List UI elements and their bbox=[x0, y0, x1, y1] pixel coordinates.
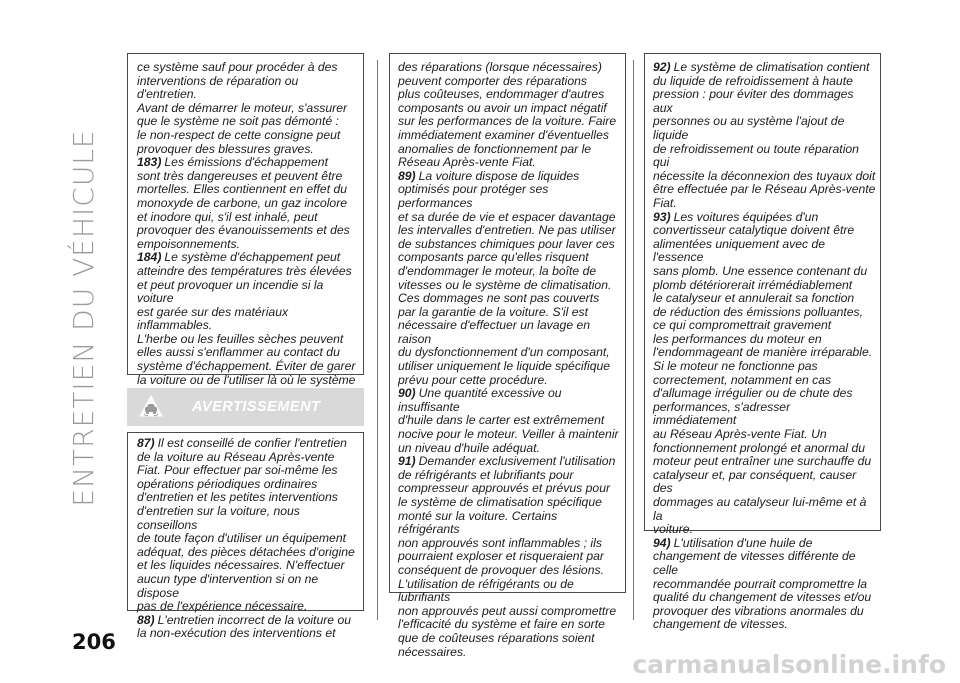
text-line: et sa durée de vie et espacer davantage bbox=[398, 209, 616, 224]
text-line: ce système sauf pour procéder à des bbox=[137, 60, 338, 74]
note-number: 91) bbox=[398, 454, 416, 469]
column-divider bbox=[377, 60, 378, 620]
text-line: sans plomb. Une essence contenant du bbox=[653, 263, 868, 278]
note-92 bbox=[653, 61, 876, 211]
warning-header bbox=[127, 388, 364, 426]
note-number: 93) bbox=[653, 209, 671, 224]
text-line: et inodore qui, s'il est inhalé, peut bbox=[137, 209, 318, 224]
text-line: Demander exclusivement l'utilisation bbox=[418, 454, 616, 469]
warning-text bbox=[137, 437, 359, 641]
text-line: nécessaires. bbox=[398, 644, 467, 659]
text-line: utiliser uniquement le liquide spécifique bbox=[398, 359, 611, 374]
text-line: de substances chimiques pour laver ces bbox=[398, 236, 615, 251]
text-line: interventions de réparation ou d'entretien. bbox=[137, 73, 299, 102]
text-line: dommages au catalyseur lui-même et à la bbox=[653, 495, 867, 523]
col1-top-text bbox=[137, 61, 359, 428]
text-line: L'utilisation d'une huile de bbox=[673, 535, 813, 550]
text-line: elles aussi s'enflammer au contact du bbox=[137, 345, 340, 360]
text-line: provoquer des vibrations anormales du bbox=[653, 603, 864, 618]
note-number: 94) bbox=[653, 535, 671, 550]
text-line: monté sur la voiture. Certains réfrigérants bbox=[398, 508, 558, 537]
text-line: changement de vitesses différente de celle bbox=[653, 549, 856, 577]
text-line: immédiatement examiner d'éventuelles bbox=[398, 127, 609, 142]
text-line: Une quantité excessive ou insuffisante bbox=[398, 386, 562, 414]
note-89 bbox=[398, 170, 621, 388]
text-line: du dysfonctionnement d'un composant, bbox=[398, 345, 610, 360]
text-line: L'utilisation de réfrigérants ou de lubrifiants bbox=[398, 576, 574, 605]
text-line: Il est conseillé de confier l'entretien bbox=[157, 436, 347, 450]
col2-text bbox=[398, 61, 621, 659]
text-line: et les liquides nécessaires. N'effectuer bbox=[137, 558, 345, 573]
note-number: 92) bbox=[653, 60, 671, 74]
col3-text bbox=[653, 61, 876, 632]
note-number: 184) bbox=[137, 250, 162, 265]
text-line: que le système ne soit pas démonté : bbox=[137, 114, 339, 129]
text-line: la non-exécution des interventions et bbox=[137, 626, 336, 641]
text-line: convertisseur catalytique doivent être bbox=[653, 223, 855, 238]
text-line: mortelles. Elles contiennent en effet du bbox=[137, 182, 348, 197]
text-line: catalyseur et, par conséquent, causer des bbox=[653, 467, 857, 496]
section-title: ENTRETIEN DU VÉHICULE bbox=[67, 129, 100, 507]
text-line: d'entretien et les petites interventions bbox=[137, 490, 338, 505]
text-line: des réparations (lorsque nécessaires) bbox=[398, 60, 602, 74]
text-line: le non-respect de cette consigne peut bbox=[137, 127, 341, 142]
text-line: Les voitures équipées d'un bbox=[673, 209, 819, 224]
text-line: non approuvés peut aussi compromettre bbox=[398, 603, 617, 618]
note-91 bbox=[398, 455, 621, 659]
text-line: Le système d'échappement peut bbox=[164, 250, 341, 265]
text-line: empoisonnements. bbox=[137, 236, 240, 251]
continued-paragraph bbox=[137, 61, 359, 156]
text-line: plus coûteuses, endommager d'autres bbox=[398, 87, 605, 102]
note-88 bbox=[137, 614, 359, 641]
text-line: par la garantie de la voiture. S'il est bbox=[398, 304, 588, 319]
text-line: Le système de climatisation contient bbox=[673, 60, 870, 74]
text-line: Fiat. bbox=[653, 195, 677, 210]
text-line: changement de vitesses. bbox=[653, 617, 788, 632]
note-90 bbox=[398, 387, 621, 455]
text-line: nécessaire d'effectuer un lavage en raison bbox=[398, 318, 591, 346]
note-183 bbox=[137, 156, 359, 251]
note-number: 89) bbox=[398, 168, 416, 183]
note-94 bbox=[653, 537, 876, 632]
text-line: qualité du changement de vitesses et/ou bbox=[653, 590, 872, 605]
text-line: alimentées uniquement avec de l'essence bbox=[653, 236, 826, 265]
text-line: composants ou avoir un impact négatif bbox=[398, 100, 607, 115]
text-line: compresseur approuvés et prévus pour bbox=[398, 481, 611, 496]
text-line: de réfrigérants et lubrifiants pour bbox=[398, 467, 574, 482]
text-line: La voiture dispose de liquides bbox=[418, 168, 580, 183]
text-line: le système de climatisation spécifique bbox=[398, 495, 602, 509]
note-number: 183) bbox=[137, 155, 162, 170]
text-line: monoxyde de carbone, un gaz incolore bbox=[137, 195, 348, 210]
note-number: 88) bbox=[137, 612, 155, 627]
text-line: L'entretien incorrect de la voiture ou bbox=[157, 612, 352, 627]
text-line: plomb détériorerait irrémédiablement bbox=[653, 277, 853, 292]
text-line: recommandée pourrait compromettre la bbox=[653, 576, 868, 591]
text-line: Ces dommages ne sont pas couverts bbox=[398, 291, 600, 306]
text-line: conséquent de provoquer des lésions. bbox=[398, 562, 604, 577]
text-line: est garée sur des matériaux inflammables. bbox=[137, 304, 289, 333]
text-line: la voiture ou de l'utiliser là où le système bbox=[137, 372, 356, 387]
text-line: du liquide de refroidissement à haute bbox=[653, 73, 853, 88]
text-line: l'efficacité du système et faire en sorte bbox=[398, 617, 605, 632]
text-line: aucun type d'intervention si on ne dispose bbox=[137, 571, 319, 600]
text-line: d'huile dans le carter est extrêmement bbox=[398, 413, 605, 428]
col1-top-box bbox=[127, 53, 364, 387]
text-line: le catalyseur et annulerait sa fonction bbox=[653, 291, 855, 306]
text-line: nocive pour le moteur. Veiller à maintenir bbox=[398, 427, 619, 442]
text-line: personnes ou au système l'ajout de liquide bbox=[653, 114, 845, 142]
text-line: de refroidissement ou toute réparation qui bbox=[653, 141, 859, 170]
text-line: les intervalles d'entretien. Ne pas utiliser bbox=[398, 223, 616, 238]
text-line: adéquat, des pièces détachées d'origine bbox=[137, 544, 355, 559]
text-line: d'entretien sur la voiture, nous conseillons bbox=[137, 503, 300, 532]
text-line: moteur peut entraîner une surchauffe du bbox=[653, 454, 872, 469]
text-line: fonctionnement prolongé et anormal du bbox=[653, 440, 866, 455]
text-line: que de coûteuses réparations soient bbox=[398, 630, 595, 645]
text-line: de la voiture au Réseau Après-vente bbox=[137, 449, 335, 464]
page-number: 206 bbox=[72, 630, 116, 654]
text-line: Si le moteur ne fonctionne pas bbox=[653, 359, 818, 374]
text-line: anomalies de fonctionnement par le bbox=[398, 141, 592, 156]
text-line: et peut provoquer un incendie si la voiture bbox=[137, 277, 324, 306]
text-line: de toute façon d'utiliser un équipement bbox=[137, 531, 346, 546]
text-line: ce qui compromettrait gravement bbox=[653, 318, 832, 333]
col3-box bbox=[644, 53, 881, 632]
text-line: correctement, notamment en cas bbox=[653, 372, 832, 387]
note-number: 90) bbox=[398, 386, 416, 401]
text-line: les performances du moteur en bbox=[653, 331, 822, 346]
text-line: Fiat. Pour effectuer par soi-même les bbox=[137, 463, 338, 478]
note-87 bbox=[137, 437, 359, 614]
text-line: pas de l'expérience nécessaire. bbox=[137, 599, 308, 614]
text-line: pression : pour éviter des dommages aux bbox=[653, 87, 854, 115]
text-line: Les émissions d'échappement bbox=[164, 155, 328, 170]
text-line: vitesses ou le système de climatisation. bbox=[398, 277, 612, 292]
text-line: d'endommager le moteur, la boîte de bbox=[398, 263, 597, 278]
text-line: Réseau Après-vente Fiat. bbox=[398, 155, 536, 170]
text-line: provoquer des blessures graves. bbox=[137, 141, 314, 156]
text-line: prévu pour cette procédure. bbox=[398, 372, 548, 387]
text-line: sont très dangereuses et peuvent être bbox=[137, 168, 343, 183]
text-line: optimisés pour protéger ses performances bbox=[398, 182, 549, 210]
text-line: composants parce qu'elles risquent bbox=[398, 250, 589, 265]
text-line: au Réseau Après-vente Fiat. Un bbox=[653, 427, 827, 442]
text-line: de réduction des émissions polluantes, bbox=[653, 304, 864, 319]
text-line: performances, s'adresser immédiatement bbox=[653, 399, 791, 428]
continued-paragraph bbox=[398, 61, 621, 170]
text-line: atteindre des températures très élevées bbox=[137, 263, 352, 278]
text-line: d'allumage irrégulier ou de chute des bbox=[653, 386, 853, 401]
text-line: non approuvés sont inflammables ; ils bbox=[398, 535, 602, 550]
text-line: voiture. bbox=[653, 522, 693, 537]
text-line: nécessite la déconnexion des tuyaux doit bbox=[653, 168, 876, 183]
text-line: sur les performances de la voiture. Faire bbox=[398, 114, 617, 129]
note-number: 87) bbox=[137, 436, 155, 450]
warning-box bbox=[127, 432, 364, 641]
text-line: un niveau d'huile adéquat. bbox=[398, 440, 540, 455]
warning-car-icon bbox=[138, 394, 164, 420]
text-line: système d'échappement. Éviter de garer bbox=[137, 359, 356, 374]
text-line: provoquer des évanouissements et des bbox=[137, 223, 350, 238]
warning-title: AVERTISSEMENT bbox=[192, 399, 321, 415]
text-line: être effectuée par le Réseau Après-vente bbox=[653, 182, 876, 197]
col2-box bbox=[389, 53, 626, 659]
text-line: pourraient exploser et risqueraient par bbox=[398, 549, 604, 564]
column-divider bbox=[633, 60, 634, 620]
text-line: L'herbe ou les feuilles sèches peuvent bbox=[137, 331, 344, 346]
text-line: opérations périodiques ordinaires bbox=[137, 476, 318, 491]
text-line: peuvent comporter des réparations bbox=[398, 73, 588, 88]
watermark: carmanualsonline.info bbox=[632, 650, 946, 679]
text-line: Avant de démarrer le moteur, s'assurer bbox=[137, 100, 348, 115]
text-line: l'endommageant de manière irréparable. bbox=[653, 345, 873, 360]
note-93 bbox=[653, 211, 876, 537]
